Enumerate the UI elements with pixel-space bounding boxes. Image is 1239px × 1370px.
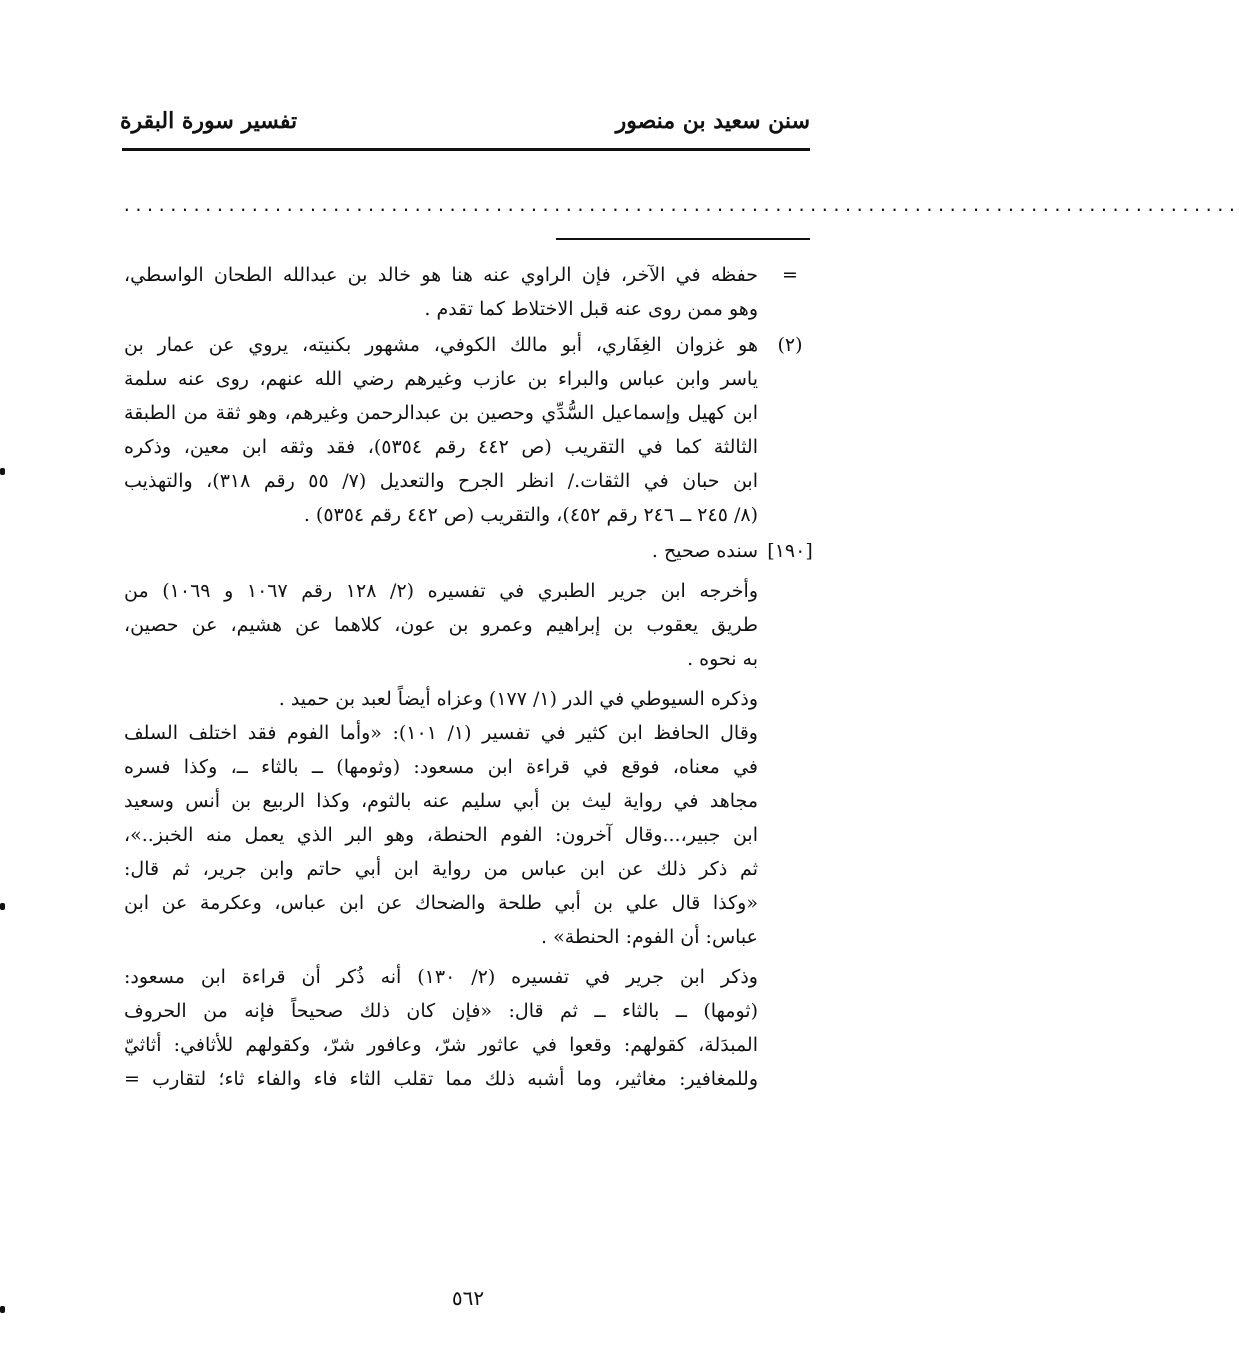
footnotes-area: [124, 258, 816, 1098]
scan-margin-mark: [0, 903, 5, 910]
note-line: في معناه، فوقع في قراءة ابن مسعود: (وثومها) ــ بالثاء ــ، وكذا فسره: [124, 756, 758, 778]
footnote-line: الثالثة كما في التقريب (ص ٤٤٢ رقم ٥٣٥٤)، فقد وثقه ابن معين، وذكره: [124, 436, 759, 458]
book-title: سنن سعيد بن منصور: [615, 108, 810, 134]
note-line: وذكر ابن جرير في تفسيره (٢/ ١٣٠) أنه ذُكر أن قراءة ابن مسعود:: [124, 966, 758, 988]
footnote-line: حفظه في الآخر، فإن الراوي عنه هنا هو خالد بن عبدالله الطحان الواسطي،: [124, 264, 758, 286]
hadith-note-190: [124, 534, 816, 1096]
footnote-marker: (٢): [777, 334, 803, 356]
note-line: وللمغافير: مغاثير، وما أشبه ذلك مما تقلب الثاء فاء والفاء ثاء؛ لتقارب =: [124, 1068, 758, 1090]
note-line: وقال الحافظ ابن كثير في تفسير (١/ ١٠١): «وأما الفوم فقد اختلف السلف: [124, 722, 758, 744]
note-line: ابن جبير،...وقال آخرون: الفوم الحنطة، وهو البر الذي يعمل منه الخبز..»،: [124, 824, 758, 846]
footnote-line: ابن حبان في الثقات./ انظر الجرح والتعديل (٧/ ٥٥ رقم ٣١٨)، والتهذيب: [124, 470, 758, 492]
note-line: به نحوه .: [687, 648, 758, 670]
separator-dots: ................................................................................................: [122, 196, 1239, 215]
footnote-line: ياسر وابن عباس والبراء بن عازب وغيرهم رضي الله عنهم، روى عنه سلمة: [124, 368, 758, 390]
footnote-line: هو غزوان الغِفَاري، أبو مالك الكوفي، مشهور بكنيته، يروي عن عمار بن: [124, 334, 758, 356]
note-line: مجاهد في رواية ليث بن أبي سليم عنه بالثوم، وكذا الربيع بن أنس وسعيد: [124, 790, 758, 812]
note-line: سنده صحيح .: [651, 540, 758, 562]
section-title: تفسير سورة البقرة: [120, 108, 298, 134]
note-line: المبدَلة، كقولهم: وقعوا في عاثور شرّ، وعافور شرّ، وكقولهم للأثافي: أثاثيّ: [124, 1034, 758, 1056]
scan-margin-mark: [0, 1306, 5, 1313]
scan-margin-mark: [0, 468, 5, 475]
note-line: ثم ذكر ذلك عن ابن عباس من رواية ابن أبي حاتم وابن جرير، ثم قال:: [124, 858, 758, 880]
hadith-number: [١٩٠]: [767, 540, 813, 562]
footnote-marker: =: [782, 264, 798, 286]
note-line: وأخرجه ابن جرير الطبري في تفسيره (٢/ ١٢٨ رقم ١٠٦٧ و ١٠٦٩) من: [124, 580, 758, 602]
footnote-2: [124, 328, 816, 532]
footnote-line: (٨/ ٢٤٥ ــ ٢٤٦ رقم ٤٥٢)، والتقريب (ص ٤٤٢ رقم ٥٣٥٤) .: [303, 504, 758, 526]
note-line: (ثومها) ــ بالثاء ــ ثم قال: «فإن كان ذلك صحيحاً فإنه من الحروف: [124, 1000, 758, 1022]
footnote-continuation: [124, 258, 816, 326]
note-line: طريق يعقوب بن إبراهيم وعمرو بن عون، كلاهما عن هشيم، عن حصين،: [124, 614, 758, 636]
header-rule: [122, 148, 810, 151]
note-line: «وكذا قال علي بن أبي طلحة والضحاك عن ابن عباس، وعكرمة عن ابن: [124, 892, 758, 914]
footnote-rule: [556, 238, 810, 240]
note-line: عباس: أن الفوم: الحنطة» .: [540, 926, 758, 948]
footnote-line: ابن كهيل وإسماعيل السُّدِّي وحصين بن عبدالرحمن وغيرهم، وهو ثقة من الطبقة: [124, 402, 758, 424]
page-number: ٥٦٢: [451, 1286, 485, 1310]
running-header: [120, 108, 810, 144]
footnote-line: وهو ممن روى عنه قبل الاختلاط كما تقدم .: [424, 298, 758, 320]
note-line: وذكره السيوطي في الدر (١/ ١٧٧) وعزاه أيضاً لعبد بن حميد .: [278, 688, 758, 710]
